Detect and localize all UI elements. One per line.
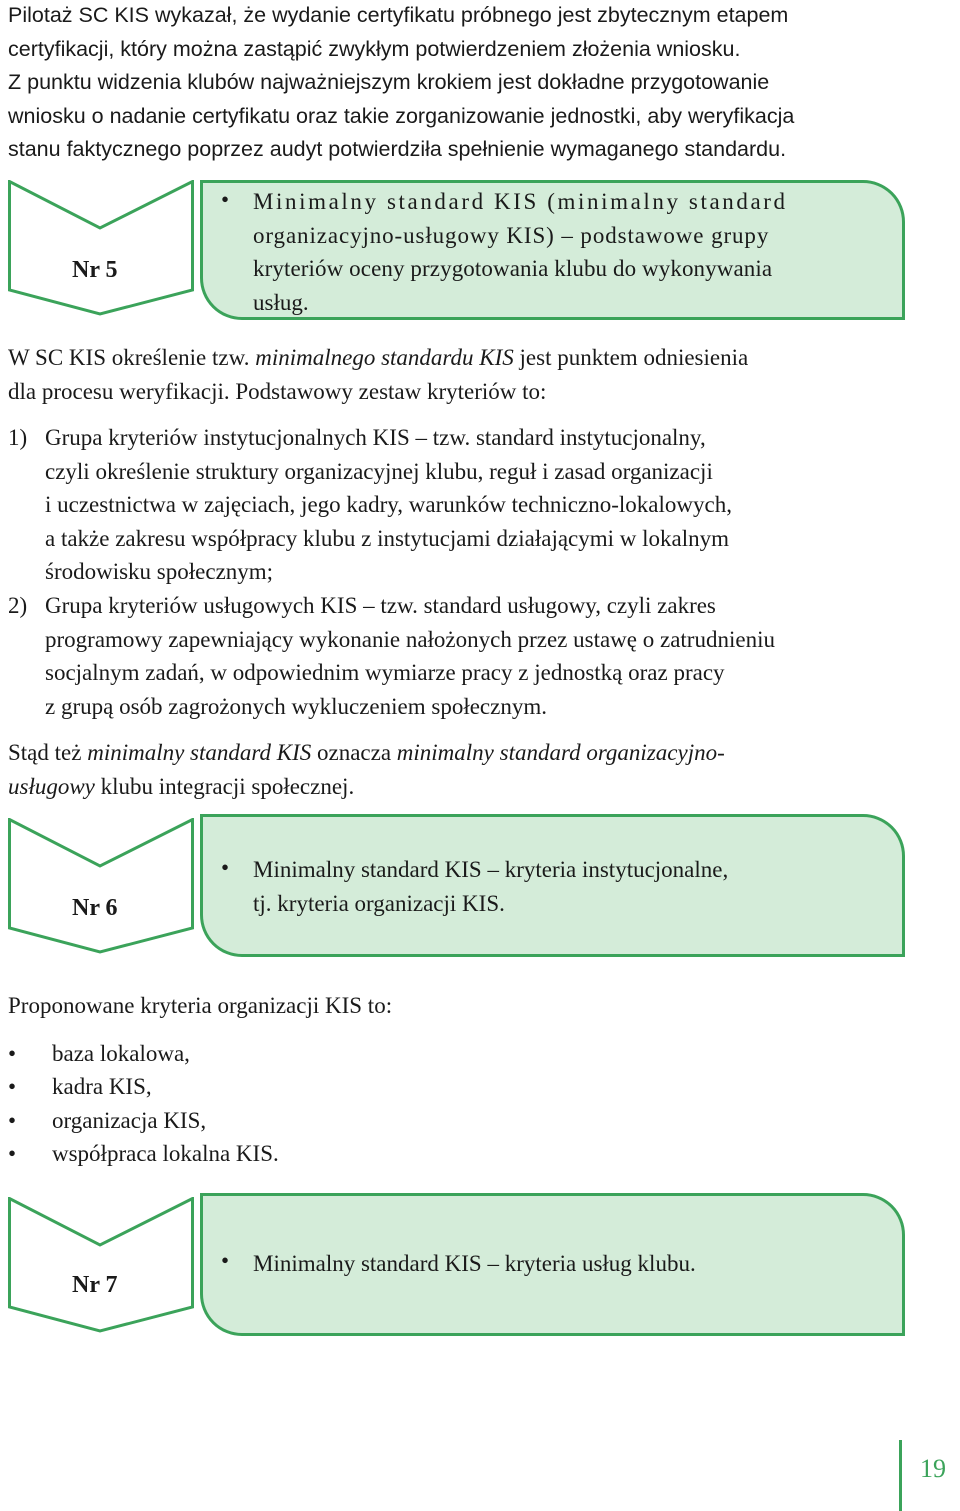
info-box-line: Minimalny standard KIS – kryteria instytucjonalne, bbox=[253, 857, 729, 882]
bullet-icon: • bbox=[8, 1108, 17, 1133]
list-item bbox=[45, 589, 905, 723]
italic-term: minimalnego standardu KIS bbox=[255, 345, 514, 370]
text-run: W SC KIS określenie tzw. bbox=[8, 345, 256, 370]
info-box-line: usług. bbox=[253, 289, 309, 315]
info-box-nr7 bbox=[200, 1193, 905, 1336]
info-box-line: kryteriów oceny przygotowania klubu do wykonywania bbox=[253, 256, 773, 282]
list-item: organizacja KIS, bbox=[52, 1108, 207, 1133]
intro-line: wniosku o nadanie certyfikatu oraz takie zorganizowanie jednostki, aby weryfikacja bbox=[8, 103, 795, 128]
info-box-text bbox=[253, 1247, 888, 1281]
text-run: klubu integracji społecznej. bbox=[94, 773, 355, 799]
list-item: kadra KIS, bbox=[52, 1074, 152, 1099]
italic-term: usługowy bbox=[8, 773, 95, 799]
paragraph-criteria-intro: Proponowane kryteria organizacji KIS to: bbox=[8, 993, 393, 1018]
info-box-nr6 bbox=[200, 814, 905, 957]
info-box-line: organizacyjno-usługowy KIS) – podstawowe grupy bbox=[253, 222, 770, 248]
chevron-label-nr7: Nr 7 bbox=[72, 1272, 118, 1298]
text-run: Stąd też bbox=[8, 740, 88, 765]
info-box-line: Minimalny standard KIS (minimalny standard bbox=[253, 189, 788, 214]
list-number: 1) bbox=[8, 425, 28, 450]
italic-term: minimalny standard KIS bbox=[87, 740, 312, 765]
intro-paragraph bbox=[8, 0, 794, 167]
list-item: współpraca lokalna KIS. bbox=[52, 1141, 279, 1166]
list-line: socjalnym zadań, w odpowiednim wymiarze pracy z jednostką oraz pracy bbox=[45, 660, 725, 686]
list-item bbox=[45, 421, 905, 589]
list-line: środowisku społecznym; bbox=[45, 559, 274, 585]
intro-line: certyfikacji, który można zastąpić zwykłym potwierdzeniem złożenia wniosku. bbox=[8, 36, 741, 61]
paragraph-line bbox=[8, 770, 908, 804]
text-run: oznacza bbox=[311, 740, 397, 765]
chevron-label-nr6: Nr 6 bbox=[72, 895, 118, 921]
list-line: czyli określenie struktury organizacyjnej klubu, reguł i zasad organizacji bbox=[45, 458, 713, 484]
list-line: a także zakresu współpracy klubu z instytucjami działającymi w lokalnym bbox=[45, 525, 730, 551]
paragraph-line: dla procesu weryfikacji. Podstawowy zestaw kryteriów to: bbox=[8, 378, 547, 404]
bullet-icon: • bbox=[221, 855, 230, 880]
chevron-marker-nr6 bbox=[8, 818, 194, 954]
paragraph-standard bbox=[8, 341, 748, 408]
page-number: 19 bbox=[920, 1454, 946, 1483]
list-line: Grupa kryteriów usługowych KIS – tzw. standard usługowy, czyli zakres bbox=[45, 593, 716, 618]
page-number-divider bbox=[899, 1440, 902, 1511]
intro-line: Pilotaż SC KIS wykazał, że wydanie certyfikatu próbnego jest zbytecznym etapem bbox=[8, 3, 789, 27]
list-line: programowy zapewniający wykonanie nałożonych przez ustawę o zatrudnieniu bbox=[45, 626, 775, 652]
list-line: z grupą osób zagrożonych wykluczeniem społecznym. bbox=[45, 693, 547, 719]
list-line: i uczestnictwa w zajęciach, jego kadry, warunków techniczno-lokalowych, bbox=[45, 492, 732, 518]
list-number: 2) bbox=[8, 593, 28, 618]
list-item: baza lokalowa, bbox=[52, 1041, 190, 1066]
chevron-label-nr5: Nr 5 bbox=[72, 257, 118, 283]
text-run: jest punktem odniesienia bbox=[513, 345, 749, 370]
paragraph-line bbox=[8, 341, 748, 375]
paragraph-line bbox=[8, 736, 908, 770]
chevron-marker-nr5 bbox=[8, 180, 194, 316]
paragraph-definition bbox=[8, 736, 908, 803]
italic-term: minimalny standard organizacyjno- bbox=[396, 740, 725, 765]
info-box-text bbox=[253, 185, 888, 319]
bullet-icon: • bbox=[221, 1248, 230, 1273]
info-box-line: Minimalny standard KIS – kryteria usług klubu. bbox=[253, 1251, 696, 1276]
bullet-icon: • bbox=[8, 1041, 17, 1066]
bullet-icon: • bbox=[8, 1074, 17, 1099]
bullet-icon: • bbox=[8, 1141, 17, 1166]
list-line: Grupa kryteriów instytucjonalnych KIS – tzw. standard instytucjonalny, bbox=[45, 425, 706, 450]
intro-line: stanu faktycznego poprzez audyt potwierdziła spełnienie wymaganego standardu. bbox=[8, 137, 787, 162]
intro-line: Z punktu widzenia klubów najważniejszym krokiem jest dokładne przygotowanie bbox=[8, 70, 770, 95]
info-box-line: tj. kryteria organizacji KIS. bbox=[253, 890, 505, 916]
bullet-icon: • bbox=[221, 187, 230, 212]
info-box-nr5 bbox=[200, 180, 905, 320]
chevron-marker-nr7 bbox=[8, 1197, 194, 1333]
info-box-text bbox=[253, 853, 888, 920]
